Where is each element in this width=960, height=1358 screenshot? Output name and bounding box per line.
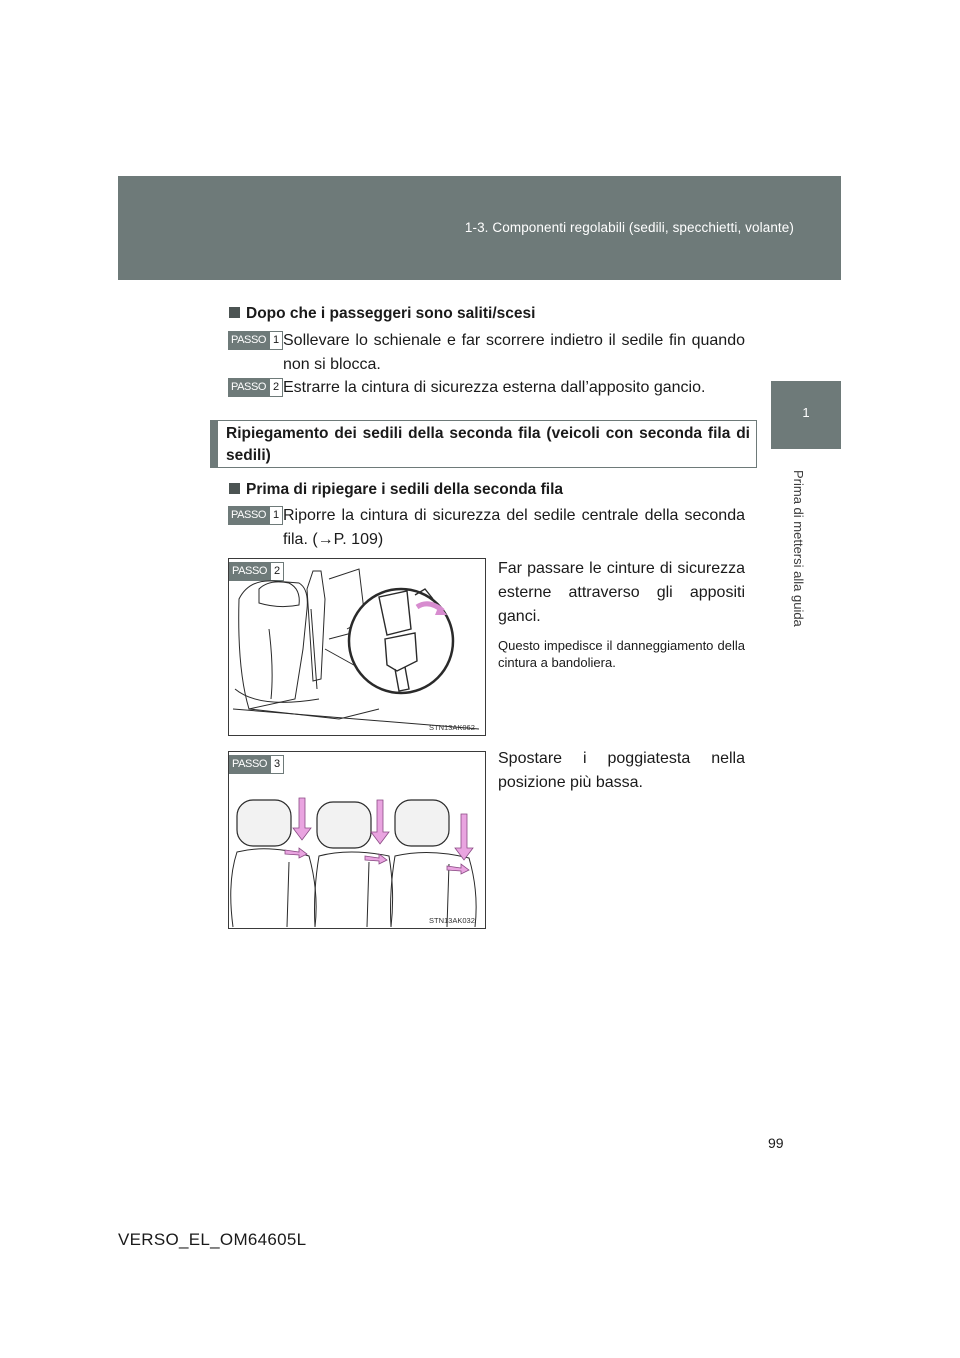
page-number: 99 bbox=[768, 1135, 784, 1151]
figure-code: STN13AK032 bbox=[429, 916, 475, 925]
step-text: Riporre la cintura di sicurezza del sedile centrale della seconda fila. (→P. 109) bbox=[283, 507, 745, 548]
seat-illustration bbox=[229, 559, 485, 735]
sub-heading-after-boarding: Dopo che i passeggeri sono saliti/scesi bbox=[229, 305, 535, 323]
section-heading-box: Ripiegamento dei sedili della seconda fila (veicoli con seconda fila di sedili) bbox=[210, 420, 757, 468]
step-text: Spostare i poggiatesta nella posizione più bassa. bbox=[498, 750, 745, 791]
step-text: Sollevare lo schienale e far scorrere indietro il sedile fin quando non si blocca. bbox=[283, 332, 745, 373]
headrest-figure bbox=[228, 751, 486, 929]
step-badge: PASSO 2 bbox=[228, 378, 283, 397]
section-title: 1-3. Componenti regolabili (sedili, specchietti, volante) bbox=[464, 220, 794, 235]
step-badge: PASSO 1 bbox=[228, 331, 283, 350]
document-code: VERSO_EL_OM64605L bbox=[118, 1230, 307, 1249]
figure-code: STN13AK062 bbox=[429, 723, 475, 732]
step-text: Far passare le cinture di sicurezza esterne attraverso gli appositi ganci. bbox=[498, 560, 745, 625]
sub-heading-before-folding: Prima di ripiegare i sedili della seconda fila bbox=[229, 481, 563, 499]
chapter-label: Prima di mettersi alla guida bbox=[791, 470, 806, 627]
step-badge: PASSO 1 bbox=[228, 506, 283, 525]
step-text: Estrarre la cintura di sicurezza esterna dall’apposito gancio. bbox=[283, 379, 706, 396]
step-badge: PASSO 3 bbox=[229, 755, 284, 774]
square-bullet-icon bbox=[229, 483, 240, 494]
square-bullet-icon bbox=[229, 307, 240, 318]
chapter-number: 1 bbox=[802, 405, 810, 420]
headrest-illustration bbox=[229, 752, 485, 928]
seatbelt-hook-figure bbox=[228, 558, 486, 736]
note-text: Questo impedisce il danneggiamento della cintura a bandoliera. bbox=[498, 638, 745, 670]
step-badge: PASSO 2 bbox=[229, 562, 284, 581]
